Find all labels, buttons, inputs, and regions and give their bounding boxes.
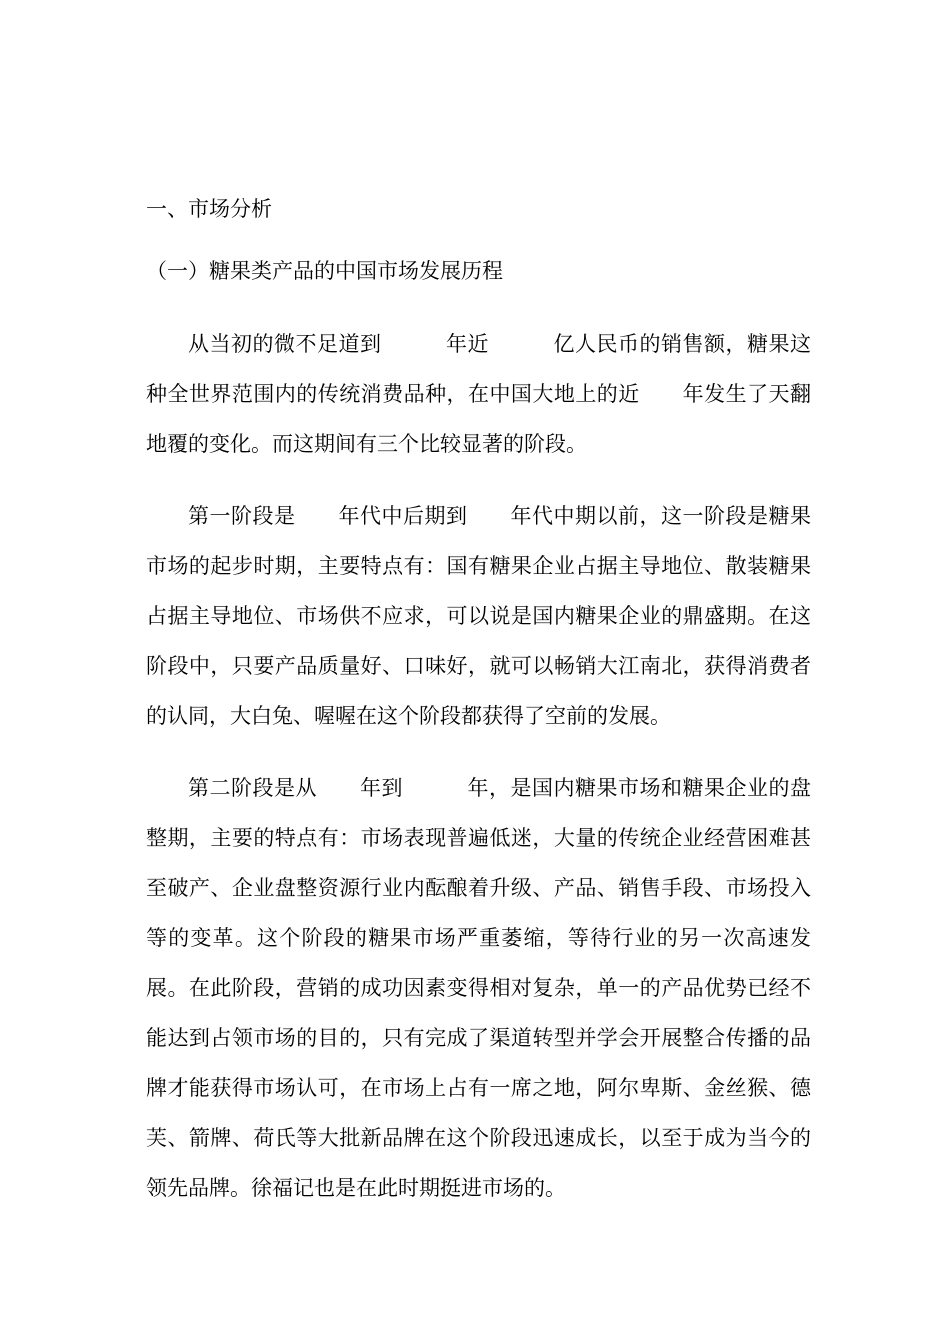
document-page: [146, 195, 811, 1235]
paragraph-intro: 从当初的微不足道到 年近 亿人民币的销售额，糖果这种全世界范围内的传统消费品种，在中国大地上的近 年发生了天翻地覆的变化。而这期间有三个比较显著的阶段。: [146, 332, 811, 456]
paragraph-stage-one: 第一阶段是 年代中后期到 年代中期以前，这一阶段是糖果市场的起步时期，主要特点有：国有糖果企业占据主导地位、散装糖果占据主导地位、市场供不应求，可以说是国内糖果企业的鼎盛期。在这阶段中，只要产品质量好、口味好，就可以畅销大江南北，获得消费者的认同，大白兔、喔喔在这个阶段都获得了空前的发展。: [146, 504, 811, 728]
paragraph-stage-two: 第二阶段是从 年到 年，是国内糖果市场和糖果企业的盘整期，主要的特点有：市场表现普遍低迷，大量的传统企业经营困难甚至破产、企业盘整资源行业内酝酿着升级、产品、销售手段、市场投入等的变革。这个阶段的糖果市场严重萎缩，等待行业的另一次高速发展。在此阶段，营销的成功因素变得相对复杂，单一的产品优势已经不能达到占领市场的目的，只有完成了渠道转型并学会开展整合传播的品牌才能获得市场认可，在市场上占有一席之地，阿尔卑斯、金丝猴、德芙、箭牌、荷氏等大批新品牌在这个阶段迅速成长，以至于成为当今的领先品牌。徐福记也是在此时期挺进市场的。: [146, 776, 811, 1200]
subsection-heading: （一）糖果类产品的中国市场发展历程: [146, 259, 503, 283]
section-heading: 一、市场分析: [146, 197, 272, 221]
